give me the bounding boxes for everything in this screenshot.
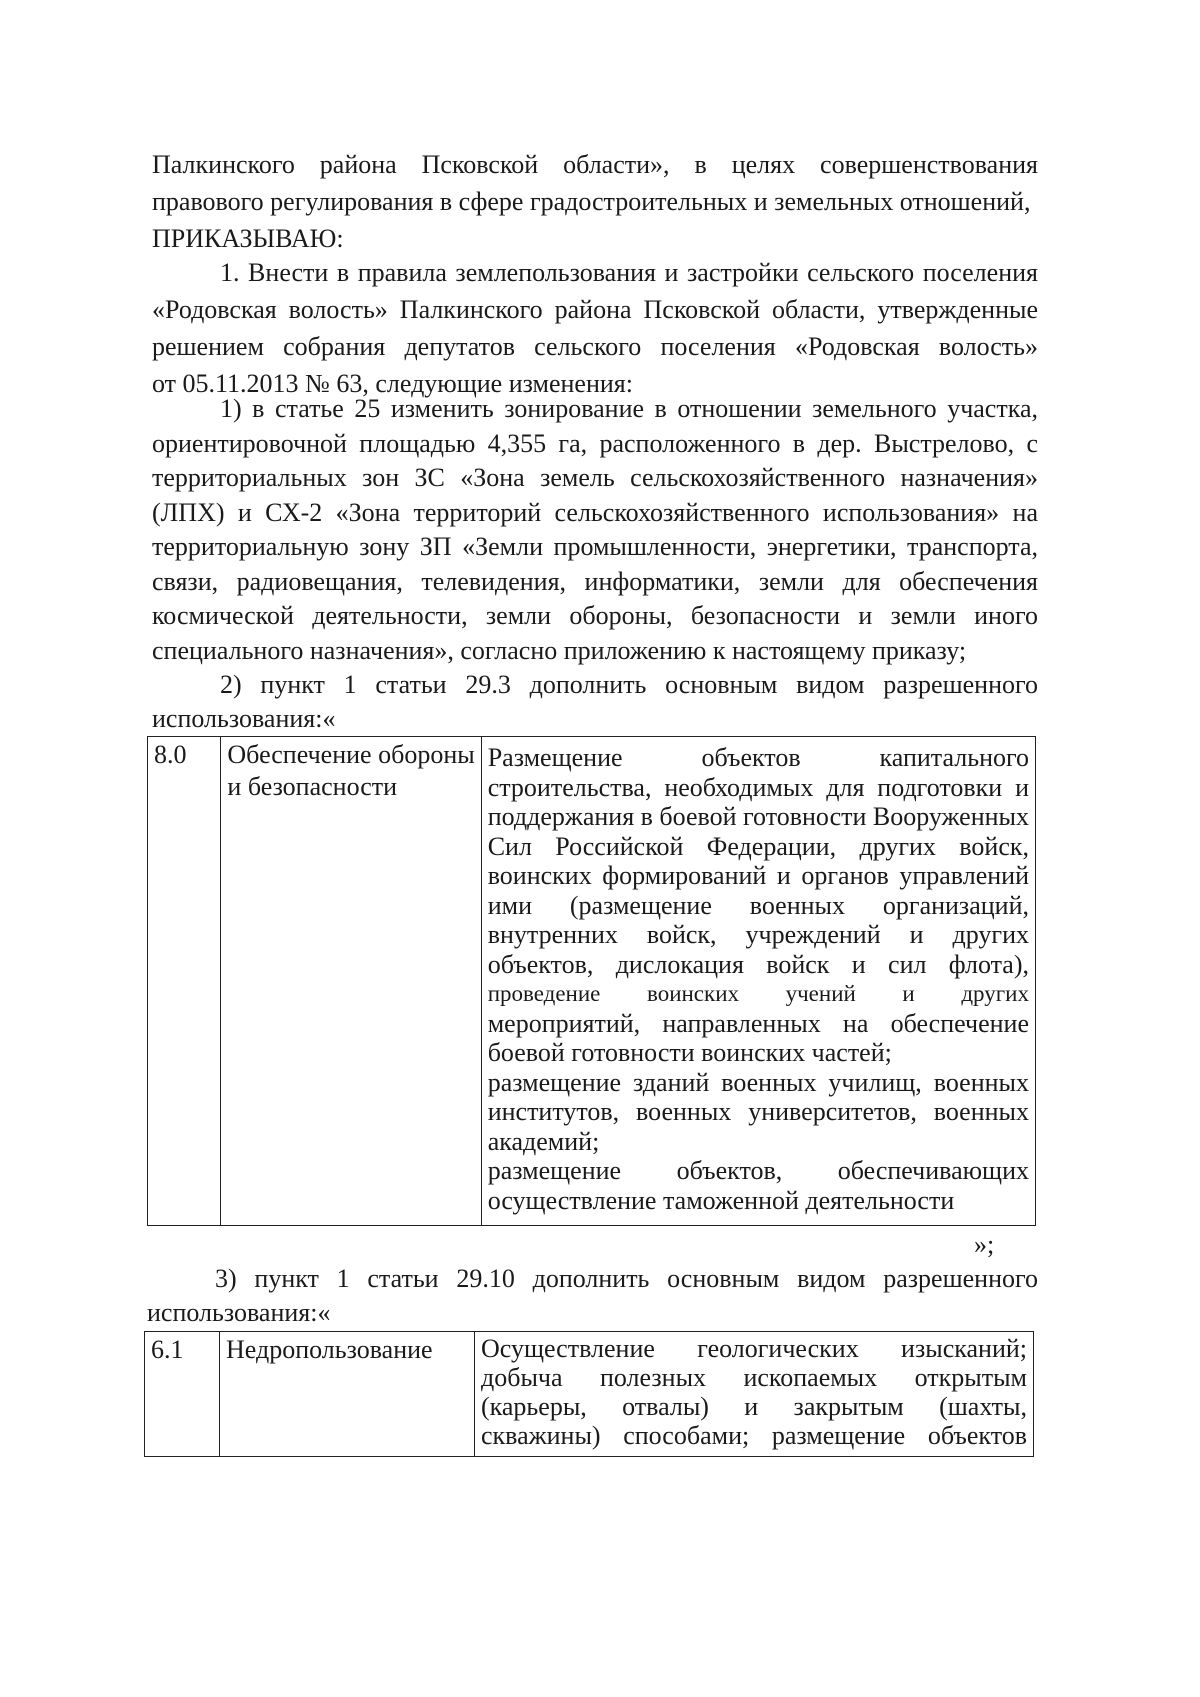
text-line: Палкинского района Псковской области», в целях совершенствования: [152, 150, 1038, 179]
description-line: боевой готовности воинских частей;: [487, 1038, 892, 1067]
description-line: поддержания в боевой готовности Вооруженных: [487, 802, 1029, 831]
description-line: скважины) способами; размещение объектов: [481, 1421, 1027, 1450]
text-line: ориентировочной площадью 4,355 га, расположенного в дер. Выстрелово, с: [152, 428, 1038, 458]
type-code: 8.0: [154, 740, 187, 769]
land-use-table-2: [144, 1331, 1034, 1457]
item-1-paragraph: [152, 254, 1038, 402]
type-name-line: Недропользование: [226, 1335, 433, 1364]
table-cell-code: [145, 1332, 220, 1457]
text-line: территориальных зон ЗС «Зона земель сельскохозяйственного назначения»: [152, 463, 1038, 492]
table-cell-code: [148, 737, 221, 1226]
text-line: специального назначения», согласно приложению к настоящему приказу;: [152, 635, 967, 665]
table-row: [145, 1332, 1034, 1457]
subitem-3-paragraph: [147, 1262, 1038, 1330]
text-line: ПРИКАЗЫВАЮ:: [152, 224, 344, 253]
text-line: использования:«: [147, 1298, 331, 1327]
text-line: территориальную зону ЗП «Земли промышленности, энергетики, транспорта,: [152, 532, 1038, 561]
description-line: осуществление таможенной деятельности: [487, 1185, 955, 1215]
description-line: Осуществление геологических изысканий;: [481, 1334, 1027, 1363]
description-line: мероприятий, направленных на обеспечение: [487, 1008, 1029, 1038]
text-line: правового регулирования в сфере градостроительных и земельных отношений,: [152, 187, 1031, 216]
subitem-1-paragraph: [152, 392, 1038, 668]
type-name-line: Обеспечение обороны: [227, 740, 475, 769]
table-cell-description: [481, 737, 1035, 1226]
description-line: Сил Российской Федерации, других войск,: [487, 831, 1029, 861]
description-line: академий;: [487, 1126, 600, 1156]
description-line: размещение объектов, обеспечивающих: [487, 1156, 1029, 1185]
description-line: Размещение объектов капитального: [487, 743, 1029, 772]
description-line: проведение воинских учений и других: [487, 981, 1029, 1006]
text-line: космической деятельности, земли обороны, безопасности и земли иного: [152, 601, 1038, 630]
description-line: воинских формирований и органов управлений: [487, 861, 1029, 890]
text-line: 3) пункт 1 статьи 29.10 дополнить основным видом разрешенного: [215, 1264, 1038, 1293]
description-line: размещение зданий военных училищ, военных: [487, 1067, 1029, 1097]
intro-paragraph: [152, 146, 1038, 257]
land-use-table-1: [147, 736, 1036, 1226]
text-line: (ЛПХ) и СХ-2 «Зона территорий сельскохозяйственного использования» на: [152, 497, 1038, 527]
text-line: от 05.11.2013 № 63, следующие изменения:: [152, 369, 633, 398]
table-cell-name: [220, 1332, 475, 1457]
text-line: связи, радиовещания, телевидения, информатики, земли для обеспечения: [152, 566, 1038, 596]
description-line: внутренних войск, учреждений и других: [487, 920, 1029, 949]
type-name-line: и безопасности: [227, 772, 398, 801]
table-cell-name: [221, 737, 481, 1226]
description-line: объектов, дислокация войск и сил флота),: [487, 949, 1029, 979]
text-line: использования:«: [152, 704, 336, 733]
description-line: добыча полезных ископаемых открытым: [481, 1363, 1027, 1392]
closing-quote: »;: [974, 1230, 995, 1259]
text-line: 1. Внести в правила землепользования и застройки сельского поселения: [220, 258, 1038, 287]
table-row: [148, 737, 1036, 1226]
text-line: 2) пункт 1 статьи 29.3 дополнить основным видом разрешенного: [220, 670, 1038, 699]
description-line: строительства, необходимых для подготовки и: [487, 772, 1029, 802]
text-line: решением собрания депутатов сельского поселения «Родовская волость»: [152, 332, 1038, 361]
description-line: институтов, военных университетов, военных: [487, 1097, 1029, 1126]
description-line: (карьеры, отвалы) и закрытым (шахты,: [481, 1392, 1027, 1421]
description-line: ими (размещение военных организаций,: [487, 890, 1029, 920]
type-code: 6.1: [151, 1335, 184, 1364]
text-line: «Родовская волость» Палкинского района Псковской области, утвержденные: [152, 295, 1038, 324]
subitem-2-paragraph: [152, 668, 1038, 736]
text-line: 1) в статье 25 изменить зонирование в отношении земельного участка,: [220, 394, 1038, 423]
table-cell-description: [475, 1332, 1034, 1457]
